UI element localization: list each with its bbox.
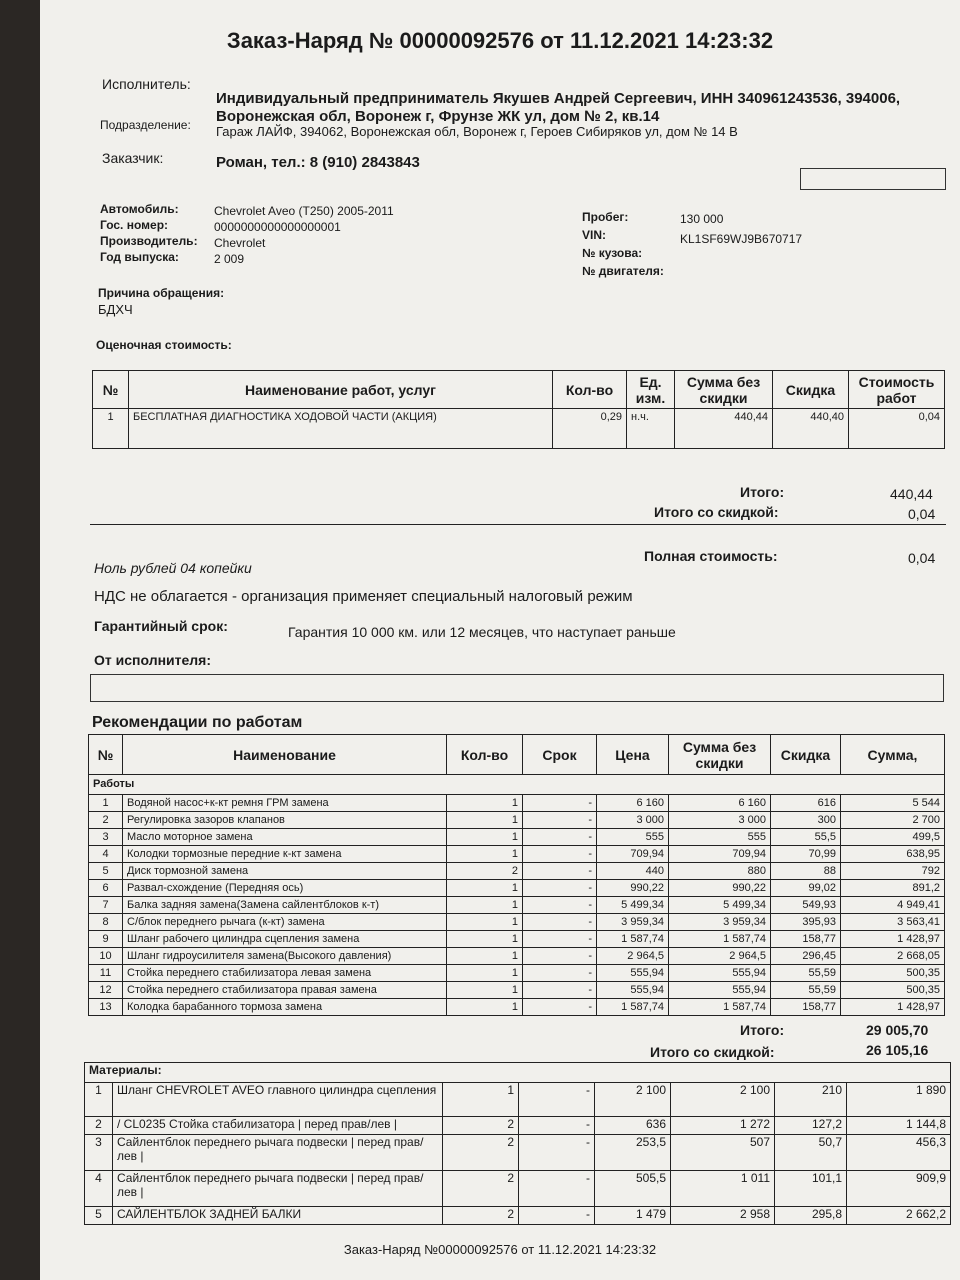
cell: 507 [671, 1135, 775, 1171]
cell: 295,8 [775, 1207, 847, 1225]
cell: 709,94 [597, 846, 669, 863]
cell: 2 958 [671, 1207, 775, 1225]
executor-line2: Воронежская обл, Воронеж г, Фрунзе ЖК ул, дом № 2, кв.14 [216, 108, 660, 125]
works-discounted-label: Итого со скидкой: [650, 1044, 775, 1060]
cell: - [523, 948, 597, 965]
recommendations-table [88, 734, 945, 1016]
cell: 1 587,74 [597, 931, 669, 948]
executor-notes-box [90, 674, 944, 702]
cell: - [519, 1083, 595, 1117]
cell: 158,77 [771, 999, 841, 1016]
cell: 555,94 [669, 982, 771, 999]
cell: - [523, 846, 597, 863]
works-total-value: 29 005,70 [866, 1022, 929, 1038]
cell: 10 [89, 948, 123, 965]
cell: Колодка барабанного тормоза замена [123, 999, 447, 1016]
cell: 1 479 [595, 1207, 671, 1225]
cell: 2 [89, 812, 123, 829]
cell: 158,77 [771, 931, 841, 948]
works-body [89, 795, 945, 1016]
table-row [89, 965, 945, 982]
col-quantity: Кол-во [553, 371, 627, 409]
recommendations-header [89, 735, 945, 775]
cell: 2 100 [595, 1083, 671, 1117]
cell: Развал-схождение (Передняя ось) [123, 880, 447, 897]
cell: 1 [443, 1083, 519, 1117]
cell: - [519, 1135, 595, 1171]
cell: Водяной насос+к-кт ремня ГРМ замена [123, 795, 447, 812]
maker-label: Производитель: [100, 234, 198, 248]
plate-label: Гос. номер: [100, 218, 169, 232]
col-discount: Скидка [773, 371, 849, 409]
division-value: Гараж ЛАЙФ, 394062, Воронежская обл, Воронеж г, Героев Сибиряков ул, дом № 14 В [216, 124, 738, 139]
cell: 2 700 [841, 812, 945, 829]
works-table-header [93, 371, 945, 409]
col-cost: Стоимость работ [849, 371, 945, 409]
col-price: Цена [597, 735, 669, 775]
materials-body [85, 1083, 951, 1225]
cell: 395,93 [771, 914, 841, 931]
cell: 9 [89, 931, 123, 948]
cell: 549,93 [771, 897, 841, 914]
cell: 891,2 [841, 880, 945, 897]
cell: 1 [447, 846, 523, 863]
cell: С/блок переднего рычага (к-кт) замена [123, 914, 447, 931]
cell: 1 428,97 [841, 931, 945, 948]
table-row [85, 1117, 951, 1135]
executor-label: Исполнитель: [102, 76, 191, 92]
cell: 1 [447, 965, 523, 982]
reason-label: Причина обращения: [98, 286, 225, 300]
cell: 5 544 [841, 795, 945, 812]
table-row [89, 948, 945, 965]
cell: 1 [447, 931, 523, 948]
document-title: Заказ-Наряд № 00000092576 от 11.12.2021 14:23:32 [226, 28, 774, 53]
cell: 2 964,5 [669, 948, 771, 965]
recommendations-title: Рекомендации по работам [92, 714, 303, 731]
col-work-name: Наименование работ, услуг [129, 371, 553, 409]
cell: 55,59 [771, 965, 841, 982]
cell: - [523, 829, 597, 846]
cell: Балка задняя замена(Замена сайлентблоков к-т) [123, 897, 447, 914]
cell: Колодки тормозные передние к-кт замена [123, 846, 447, 863]
works-total-label: Итого: [740, 1022, 785, 1038]
table-row [85, 1207, 951, 1225]
cell: 1 [447, 948, 523, 965]
cell: 2 668,05 [841, 948, 945, 965]
cell: 2 [443, 1171, 519, 1207]
table-row [93, 409, 945, 449]
cell: 792 [841, 863, 945, 880]
cell: 3 000 [669, 812, 771, 829]
cell: 616 [771, 795, 841, 812]
cell: 500,35 [841, 965, 945, 982]
works-discounted-value: 26 105,16 [866, 1042, 929, 1058]
cell: 2 [85, 1117, 113, 1135]
cell: 4 [85, 1171, 113, 1207]
cell: н.ч. [627, 409, 675, 449]
year-value: 2 009 [214, 252, 245, 266]
cell: 1 [447, 982, 523, 999]
cell: 2 964,5 [597, 948, 669, 965]
cell: 210 [775, 1083, 847, 1117]
car-label: Автомобиль: [100, 202, 179, 216]
cell: 7 [89, 897, 123, 914]
vin-value: KL1SF69WJ9B670717 [680, 232, 803, 246]
cell: 1 587,74 [669, 999, 771, 1016]
col-quantity: Кол-во [447, 735, 523, 775]
cell: Шланг CHEVROLET AVEO главного цилиндра сцепления [113, 1083, 443, 1117]
table-row [89, 982, 945, 999]
cell: 709,94 [669, 846, 771, 863]
cell: Сайлентблок переднего рычага подвески | перед прав/лев | [113, 1135, 443, 1171]
reason-value: БДХЧ [98, 302, 133, 317]
cell: 4 949,41 [841, 897, 945, 914]
table-row [89, 829, 945, 846]
car-value: Chevrolet Aveo (T250) 2005-2011 [214, 204, 394, 218]
cell: - [523, 897, 597, 914]
works-table [92, 370, 945, 449]
full-cost-label: Полная стоимость: [644, 548, 778, 564]
executor-line1: Индивидуальный предприниматель Якушев Андрей Сергеевич, ИНН 340961243536, 394006, [216, 90, 901, 107]
cell: 1 587,74 [597, 999, 669, 1016]
cell: 1 428,97 [841, 999, 945, 1016]
vat-note: НДС не облагается - организация применяет специальный налоговый режим [94, 588, 633, 605]
discounted-value: 0,04 [908, 506, 936, 522]
cell: - [523, 999, 597, 1016]
cell: 1 [447, 812, 523, 829]
amount-in-words: Ноль рублей 04 копейки [94, 560, 252, 576]
cell: 500,35 [841, 982, 945, 999]
estimate-label: Оценочная стоимость: [96, 338, 232, 352]
table-row [85, 1171, 951, 1207]
divider [90, 524, 946, 525]
maker-value: Chevrolet [214, 236, 266, 250]
order-document [40, 0, 960, 1280]
cell: 11 [89, 965, 123, 982]
col-sum-no-discount: Сумма без скидки [669, 735, 771, 775]
cell: 909,9 [847, 1171, 951, 1207]
cell: - [523, 982, 597, 999]
works-section-label: Работы [89, 775, 945, 795]
cell: 505,5 [595, 1171, 671, 1207]
cell: 5 499,34 [597, 897, 669, 914]
cell: 101,1 [775, 1171, 847, 1207]
cell: 2 662,2 [847, 1207, 951, 1225]
cell: 456,3 [847, 1135, 951, 1171]
cell: 55,5 [771, 829, 841, 846]
engine-number-label: № двигателя: [582, 264, 664, 278]
cell: 1 [85, 1083, 113, 1117]
division-label: Подразделение: [100, 118, 191, 132]
cell: 300 [771, 812, 841, 829]
cell: 1 [447, 829, 523, 846]
blank-box [800, 168, 946, 190]
cell: 12 [89, 982, 123, 999]
cell: 13 [89, 999, 123, 1016]
customer-label: Заказчик: [102, 150, 164, 166]
table-row [89, 999, 945, 1016]
cell: 3 [89, 829, 123, 846]
cell: 0,04 [849, 409, 945, 449]
cell: 555,94 [597, 982, 669, 999]
cell: 636 [595, 1117, 671, 1135]
cell: 4 [89, 846, 123, 863]
materials-section-label: Материалы: [85, 1063, 951, 1083]
cell: 638,95 [841, 846, 945, 863]
cell: Диск тормозной замена [123, 863, 447, 880]
cell: - [523, 812, 597, 829]
cell: 1 890 [847, 1083, 951, 1117]
cell: Стойка переднего стабилизатора правая замена [123, 982, 447, 999]
cell: 6 160 [597, 795, 669, 812]
cell: 0,29 [553, 409, 627, 449]
cell: 555 [669, 829, 771, 846]
cell: - [523, 931, 597, 948]
cell: - [523, 914, 597, 931]
col-unit: Ед. изм. [627, 371, 675, 409]
cell: - [523, 880, 597, 897]
cell: 5 [89, 863, 123, 880]
cell: 88 [771, 863, 841, 880]
table-row [89, 812, 945, 829]
customer-value: Роман, тел.: 8 (910) 2843843 [216, 154, 420, 171]
cell: 1 [89, 795, 123, 812]
cell: 440,40 [773, 409, 849, 449]
from-executor-label: От исполнителя: [94, 652, 212, 668]
cell: 2 [443, 1207, 519, 1225]
col-discount: Скидка [771, 735, 841, 775]
cell: 440,44 [675, 409, 773, 449]
warranty-label: Гарантийный срок: [94, 618, 228, 634]
cell: 3 [85, 1135, 113, 1171]
cell: 70,99 [771, 846, 841, 863]
cell: 1 144,8 [847, 1117, 951, 1135]
cell: Регулировка зазоров клапанов [123, 812, 447, 829]
cell: 3 959,34 [669, 914, 771, 931]
cell: 2 [447, 863, 523, 880]
col-sum-no-discount: Сумма без скидки [675, 371, 773, 409]
total-value: 440,44 [890, 486, 933, 502]
col-number: № [89, 735, 123, 775]
body-number-label: № кузова: [582, 246, 643, 260]
cell: 2 [443, 1117, 519, 1135]
table-row [89, 914, 945, 931]
cell: 5 499,34 [669, 897, 771, 914]
cell: - [523, 965, 597, 982]
discounted-label: Итого со скидкой: [654, 504, 779, 520]
cell: 127,2 [775, 1117, 847, 1135]
cell: 2 100 [671, 1083, 775, 1117]
cell: Масло моторное замена [123, 829, 447, 846]
col-term: Срок [523, 735, 597, 775]
cell: Сайлентблок переднего рычага подвески | перед прав/лев | [113, 1171, 443, 1207]
cell: 99,02 [771, 880, 841, 897]
cell: 1 [447, 795, 523, 812]
vin-label: VIN: [582, 228, 606, 242]
cell: БЕСПЛАТНАЯ ДИАГНОСТИКА ХОДОВОЙ ЧАСТИ (АКЦИЯ) [129, 409, 553, 449]
cell: 1 272 [671, 1117, 775, 1135]
cell: 1 587,74 [669, 931, 771, 948]
cell: 555,94 [669, 965, 771, 982]
materials-table [84, 1062, 951, 1225]
year-label: Год выпуска: [100, 250, 179, 264]
table-row [89, 846, 945, 863]
full-cost-value: 0,04 [908, 550, 936, 566]
cell: 6 [89, 880, 123, 897]
mileage-value: 130 000 [680, 212, 724, 226]
table-row [89, 863, 945, 880]
cell: 555,94 [597, 965, 669, 982]
footer-text: Заказ-Наряд №00000092576 от 11.12.2021 14:23:32 [343, 1242, 657, 1257]
cell: 1 [447, 897, 523, 914]
plate-value: 0000000000000000001 [214, 220, 341, 234]
cell: 1 [447, 914, 523, 931]
materials-section-row [85, 1063, 951, 1083]
table-row [89, 897, 945, 914]
cell: 440 [597, 863, 669, 880]
cell: 5 [85, 1207, 113, 1225]
cell: 50,7 [775, 1135, 847, 1171]
cell: / CL0235 Стойка стабилизатора | перед прав/лев | [113, 1117, 443, 1135]
cell: САЙЛЕНТБЛОК ЗАДНЕЙ БАЛКИ [113, 1207, 443, 1225]
col-sum: Сумма, [841, 735, 945, 775]
total-label: Итого: [740, 484, 785, 500]
works-section-row [89, 775, 945, 795]
cell: 2 [443, 1135, 519, 1171]
cell: 1 [447, 999, 523, 1016]
cell: 990,22 [597, 880, 669, 897]
cell: 555 [597, 829, 669, 846]
cell: 3 000 [597, 812, 669, 829]
cell: 990,22 [669, 880, 771, 897]
cell: 253,5 [595, 1135, 671, 1171]
col-name: Наименование [123, 735, 447, 775]
cell: Шланг гидроусилителя замена(Высокого давления) [123, 948, 447, 965]
cell: 1 011 [671, 1171, 775, 1207]
cell: 880 [669, 863, 771, 880]
cell: 3 563,41 [841, 914, 945, 931]
cell: - [519, 1171, 595, 1207]
warranty-value: Гарантия 10 000 км. или 12 месяцев, что наступает раньше [288, 624, 676, 640]
cell: - [519, 1207, 595, 1225]
table-row [89, 795, 945, 812]
table-row [89, 931, 945, 948]
cell: - [523, 863, 597, 880]
cell: 3 959,34 [597, 914, 669, 931]
cell: - [519, 1117, 595, 1135]
cell: 296,45 [771, 948, 841, 965]
cell: 6 160 [669, 795, 771, 812]
cell: 1 [93, 409, 129, 449]
table-row [85, 1135, 951, 1171]
cell: 8 [89, 914, 123, 931]
table-row [89, 880, 945, 897]
table-row [85, 1083, 951, 1117]
cell: Шланг рабочего цилиндра сцепления замена [123, 931, 447, 948]
col-number: № [93, 371, 129, 409]
cell: 1 [447, 880, 523, 897]
cell: 499,5 [841, 829, 945, 846]
cell: 55,59 [771, 982, 841, 999]
mileage-label: Пробег: [582, 210, 629, 224]
cell: - [523, 795, 597, 812]
cell: Стойка переднего стабилизатора левая замена [123, 965, 447, 982]
